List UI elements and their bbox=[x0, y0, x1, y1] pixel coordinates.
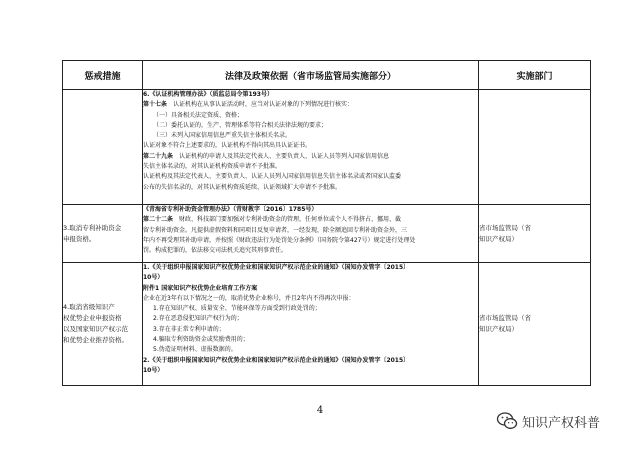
table-row bbox=[63, 263, 591, 386]
line-text: 1.《关于组织申报国家知识产权优势企业和国家知识产权示范企业的通知》（国知办发管字〔2015〕 bbox=[143, 264, 410, 271]
legal-text-line bbox=[143, 263, 478, 273]
article-number: 第二十九条 bbox=[143, 152, 174, 160]
line-text: （二）委托认证的，生产、管理体系等符合相关法律法规的要求； bbox=[153, 121, 328, 129]
table-row bbox=[63, 90, 591, 205]
measure-text-line: 以及国家知识产权示范 bbox=[63, 325, 128, 333]
header-measure: 惩戒措施 bbox=[63, 61, 143, 90]
measure-cell bbox=[63, 205, 143, 263]
watermark bbox=[496, 410, 600, 432]
department-cell bbox=[479, 90, 591, 205]
line-text: 2.《关于组织申报国家知识产权优势企业和国家知识产权示范企业的通知》（国知办发管字〔2015〕 bbox=[143, 356, 410, 364]
line-text: 10号） bbox=[143, 366, 164, 374]
line-text: 失信主体名录的，对其认证机构资质申请不予批准。 bbox=[143, 163, 282, 171]
legal-basis-cell bbox=[143, 90, 479, 205]
legal-text-line bbox=[143, 131, 478, 141]
legal-text-line bbox=[143, 100, 478, 110]
legal-text-line bbox=[143, 366, 478, 376]
line-text: 年内不再受理其补助申请，并按照《财政违法行为处罚处分条例》（国务院令第427号）规定进行处理处 bbox=[143, 236, 416, 244]
legal-text-line bbox=[143, 273, 478, 283]
page-number: 4 bbox=[316, 405, 324, 416]
line-text: 公布的失信名录的，对其认证机构资质延续、认证领域扩大申请不予批准。 bbox=[143, 183, 342, 191]
legal-text-line bbox=[143, 335, 478, 345]
line-text: 认证对象不符合上述要求的，认证机构不得向其出具认证证书。 bbox=[143, 142, 312, 150]
line-text: 10号） bbox=[143, 274, 164, 282]
legal-basis-cell bbox=[143, 205, 479, 263]
article-text: 财政、科技部门要加强对专利补助资金的管理，任何单位或个人不得挤占、挪用、截 bbox=[173, 216, 402, 224]
line-text: 5.伪造证明材料、虚报数据的。 bbox=[153, 346, 237, 354]
line-text: 《青海省专利补助资金管理办法》（青财教字〔2016〕1785号） bbox=[143, 206, 318, 213]
line-text: 3.存在非正常专利申请的； bbox=[153, 325, 225, 333]
legal-text-line bbox=[143, 152, 478, 162]
article-text: 认证机构的申请人及其法定代表人、主要负责人、认证人员等列入国家信用信息 bbox=[173, 152, 390, 160]
department-text-line: 知识产权局） bbox=[479, 325, 518, 333]
legal-text-line bbox=[143, 246, 478, 256]
measure-cell bbox=[63, 263, 143, 386]
legal-text-line bbox=[143, 226, 478, 236]
line-text: 2.存在恶意侵犯知识产权行为的； bbox=[153, 315, 243, 323]
legal-text-line bbox=[143, 121, 478, 131]
department-text-line: 省市场监管局（省 bbox=[479, 314, 531, 322]
legal-text-line bbox=[143, 111, 478, 121]
legal-text-line bbox=[143, 314, 478, 324]
line-text: 附件1 国家知识产权优势企业培育工作方案 bbox=[143, 284, 258, 292]
legal-text-line bbox=[143, 141, 478, 151]
measure-text-line: 4.取消省级知识产 bbox=[63, 303, 115, 311]
legal-text-line bbox=[143, 215, 478, 225]
line-text: 企业在近3年有以下情况之一的，取消优势企业称号，并且2年内不得再次申报： bbox=[143, 294, 355, 302]
line-text: 罚。构成犯罪的，依法移交司法机关追究其刑事责任。 bbox=[143, 247, 288, 255]
line-text: 认证机构及其法定代表人、主要负责人、认证人员列入国家信用信息失信主体名录或者国家认监委 bbox=[143, 173, 402, 181]
wechat-icon bbox=[496, 411, 518, 431]
department-text-line: 省市场监管局（省 bbox=[479, 223, 531, 232]
line-text: 1.存在知识产权、质量安全、节能环保等方面受到行政处罚的； bbox=[153, 305, 321, 313]
legal-text-line bbox=[143, 284, 478, 294]
table-header-row bbox=[63, 61, 591, 90]
department-cell bbox=[479, 263, 591, 386]
legal-text-line bbox=[143, 294, 478, 304]
line-text: （一）具备相关法定资质、资格； bbox=[153, 111, 244, 119]
department-cell bbox=[479, 205, 591, 263]
measure-text-line: 和优势企业推荐资格。 bbox=[63, 336, 128, 344]
watermark-text: 知识产权科普 bbox=[522, 415, 601, 431]
legal-text-line bbox=[143, 183, 478, 193]
article-number: 第二十二条 bbox=[143, 216, 174, 224]
table-row bbox=[63, 205, 591, 263]
article-text: 认证机构在从事认证活动时，应当对认证对象的下列情况进行核实： bbox=[167, 101, 354, 109]
measure-text-line: 申报资格。 bbox=[63, 234, 96, 243]
line-text: 4.骗取专利资助资金或奖励费用的； bbox=[153, 336, 249, 344]
legal-text-line bbox=[143, 304, 478, 314]
legal-text-line bbox=[143, 162, 478, 172]
legal-basis-cell bbox=[143, 263, 479, 386]
department-text-line: 知识产权局） bbox=[479, 234, 518, 243]
legal-text-line bbox=[143, 172, 478, 182]
measure-text-line: 权优势企业申报资格 bbox=[63, 314, 122, 322]
sanction-table bbox=[62, 60, 591, 386]
measure-cell bbox=[63, 90, 143, 205]
header-department: 实施部门 bbox=[479, 61, 591, 90]
legal-text-line bbox=[143, 325, 478, 335]
header-legal-basis: 法律及政策依据（省市场监管局实施部分） bbox=[143, 61, 479, 90]
line-text: （三）未列入国家信用信息严重失信主体相关名录。 bbox=[153, 132, 292, 140]
article-number: 第十七条 bbox=[143, 101, 168, 109]
legal-text-line bbox=[143, 356, 478, 366]
legal-text-line bbox=[143, 236, 478, 246]
measure-text-line: 3.取消专利补助资金 bbox=[63, 223, 122, 232]
legal-text-line bbox=[143, 345, 478, 355]
line-text: 留专利补助资金。凡提供虚假资料和同项目反复申请者，一经发现，除全额追回专利补助资金外，三 bbox=[143, 226, 408, 234]
legal-text-line bbox=[143, 90, 478, 100]
legal-text-line bbox=[143, 205, 478, 215]
line-text: 6.《认证机构管理办法》（质监总局令第193号） bbox=[143, 91, 273, 98]
